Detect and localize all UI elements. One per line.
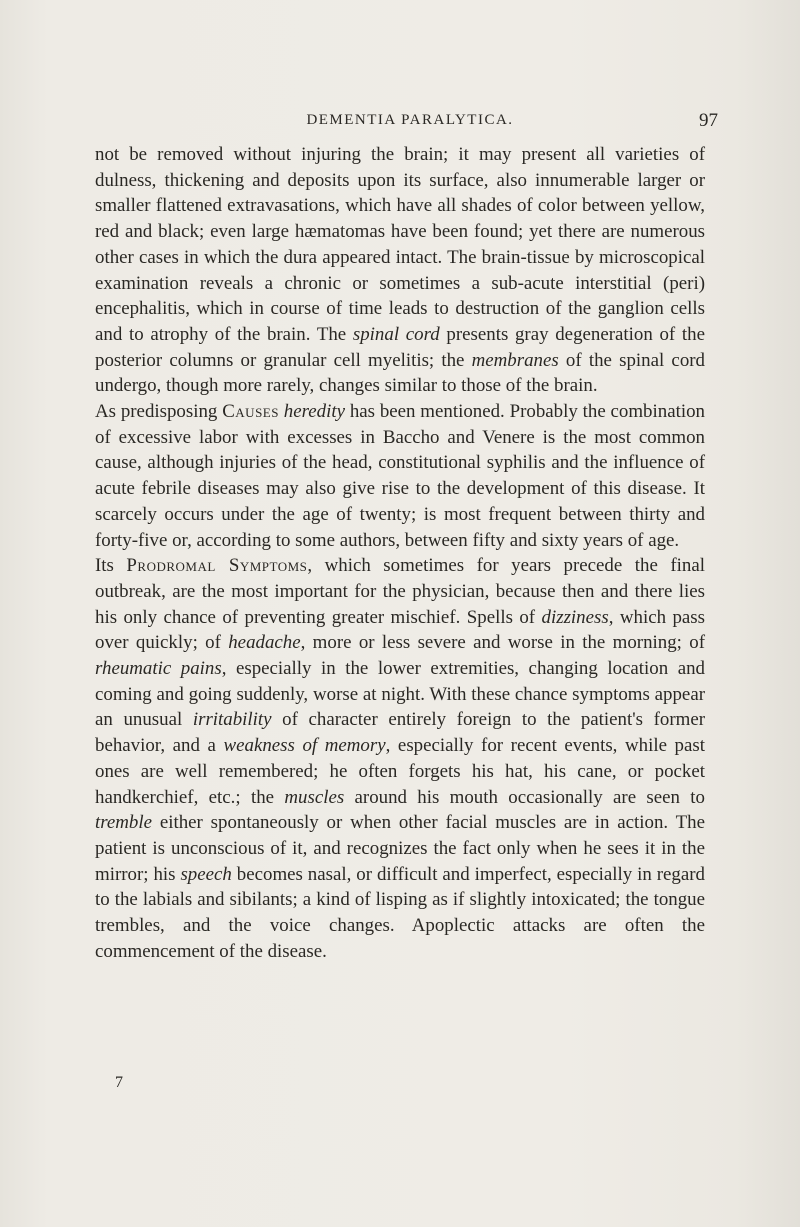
text-segment: of the spinal cord undergo, though more rarely, changes similar to those of the brain. [95, 349, 705, 397]
italic-text: rheumatic pains [95, 658, 222, 680]
running-head: DEMENTIA PARALYTICA. [306, 112, 514, 128]
italic-text: heredity [283, 401, 345, 423]
text-segment: , especially for recent events, while past ones are well remembered; he often forgets his hat, his cane, or pocket handkerchief, etc.; the [95, 735, 705, 808]
italic-text: membranes [471, 349, 559, 371]
italic-text: headache [228, 632, 301, 654]
body-text [95, 142, 705, 965]
text-segment: , more or less severe and worse in the morning; of [300, 632, 705, 654]
page-number: 97 [699, 110, 718, 131]
italic-text: irritability [192, 709, 272, 731]
text-segment: , which sometimes for years precede the final outbreak, are the most important for the physician, because then and there lies his only chance of preventing greater mischief. Spells of [95, 555, 705, 628]
paragraph [95, 142, 705, 399]
page-header [0, 112, 800, 134]
text-segment: , especially in the lower extremities, changing location and coming and going suddenly, worse at night. With these chance symptoms appear an unusual [95, 658, 705, 731]
smallcaps-heading: Prodromal Symptoms [126, 555, 308, 577]
text-segment: Its [95, 555, 127, 577]
italic-text: weakness of memory [223, 735, 386, 757]
signature-mark: 7 [115, 1074, 123, 1091]
text-segment: around his mouth occasionally are seen to [344, 786, 705, 808]
paragraph [95, 399, 705, 553]
italic-text: spinal cord [352, 323, 440, 345]
text-segment: presents gray degeneration of the posterior columns or granular cell myelitis; the [95, 323, 705, 371]
italic-text: muscles [284, 786, 345, 808]
text-segment: , which pass over quickly; of [95, 606, 705, 654]
text-segment: either spontaneously or when other facial muscles are in action. The patient is unconscious of it, and recognizes the fact only when he sees it in the mirror; his [95, 812, 705, 885]
smallcaps-heading: Causes [222, 401, 279, 423]
italic-text: dizziness [541, 606, 609, 628]
text-segment: of character entirely foreign to the patient's former behavior, and a [95, 709, 706, 757]
text-segment: becomes nasal, or difficult and imperfect, especially in regard to the labials and sibilants; a kind of lisping as if slightly intoxicated; the tongue trembles, and the voice changes. Apoplectic attacks are often the commencement of the disease. [95, 863, 705, 962]
italic-text: tremble [95, 812, 153, 834]
italic-text: speech [180, 863, 232, 885]
text-segment: has been mentioned. Probably the combination of excessive labor with excesses in Baccho and Venere is the most common cause, although injuries of the head, constitutional syphilis and the influence of acute febrile diseases may also give rise to the development of this disease. It scarcely occurs under the age of twenty; is most frequent between thirty and forty-five or, according to some authors, between fifty and sixty years of age. [95, 401, 705, 551]
paragraph [95, 553, 705, 964]
text-segment: not be removed without injuring the brain; it may present all varieties of dulness, thickening and deposits upon its surface, also innumerable larger or smaller flattened extravasations, which have all shades of color between yellow, red and black; even large hæmatomas have been found; yet there are numerous other cases in which the dura appeared intact. The brain-tissue by microscopical examination reveals a chronic or sometimes a sub-acute interstitial (peri) encephalitis, which in course of time leads to destruction of the ganglion cells and to atrophy of the brain. The [95, 144, 705, 345]
text-segment: As predisposing [95, 401, 223, 423]
